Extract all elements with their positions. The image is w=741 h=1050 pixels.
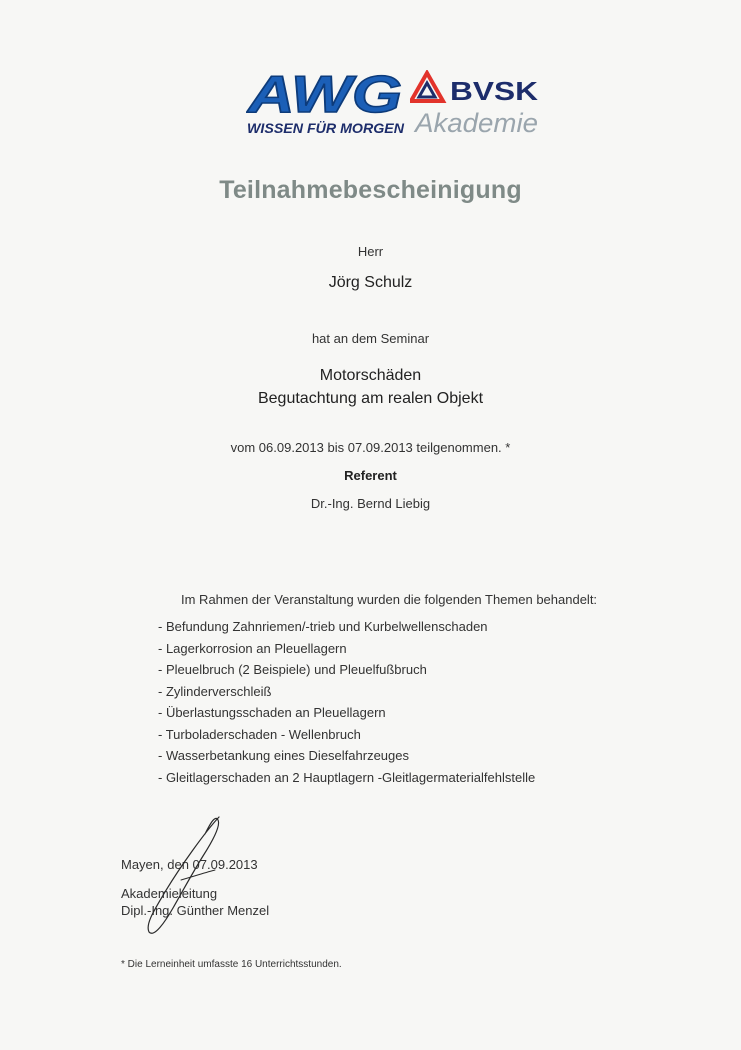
place-date: Mayen, den 07.09.2013 bbox=[121, 857, 258, 872]
bvsk-akademie-logo bbox=[410, 70, 545, 140]
akademie-text: Akademie bbox=[412, 108, 538, 138]
list-item: - Gleitlagerschaden an 2 Hauptlagern -Gleitlagermaterialfehlstelle bbox=[158, 769, 536, 785]
course-title-line1: Motorschäden bbox=[319, 367, 422, 384]
list-item: - Überlastungsschaden an Pleuellagern bbox=[158, 705, 386, 720]
salutation: Herr bbox=[357, 244, 384, 259]
certificate-title: Teilnahmebescheinigung bbox=[219, 176, 522, 204]
footnote: * Die Lerneinheit umfasste 16 Unterrichtsstunden. bbox=[121, 959, 342, 970]
signer-name: Dipl.-Ing. Günther Menzel bbox=[121, 903, 270, 918]
participant-name: Jörg Schulz bbox=[328, 274, 413, 291]
referent-name: Dr.-Ing. Bernd Liebig bbox=[310, 496, 431, 511]
list-item: - Turboladerschaden - Wellenbruch bbox=[158, 726, 361, 742]
attendance-dates: vom 06.09.2013 bis 07.09.2013 teilgenommen. * bbox=[230, 440, 511, 455]
list-item: - Wasserbetankung eines Dieselfahrzeuges bbox=[158, 748, 409, 763]
awg-logo-letters: AWG bbox=[246, 68, 402, 124]
bvsk-text: BVSK bbox=[450, 76, 539, 106]
list-item: - Pleuelbruch (2 Beispiele) und Pleuelfußbruch bbox=[158, 662, 427, 677]
signer-role: Akademieleitung bbox=[121, 886, 218, 901]
awg-logo bbox=[246, 68, 406, 140]
course-title-line2: Begutachtung am realen Objekt bbox=[257, 390, 484, 407]
handwritten-signature bbox=[135, 812, 235, 937]
list-item: - Zylinderverschleiß bbox=[158, 683, 272, 699]
referent-label: Referent bbox=[344, 468, 397, 483]
seminar-intro: hat an dem Seminar bbox=[311, 331, 430, 346]
topics-intro: Im Rahmen der Veranstaltung wurden die folgenden Themen behandelt: bbox=[181, 592, 598, 607]
bvsk-triangle-icon bbox=[411, 73, 443, 101]
list-item: - Befundung Zahnriemen/-trieb und Kurbelwellenschaden bbox=[158, 619, 488, 634]
list-item: - Lagerkorrosion an Pleuellagern bbox=[158, 640, 347, 656]
awg-tagline: WISSEN FÜR MORGEN bbox=[247, 120, 405, 136]
topics-list bbox=[158, 619, 535, 791]
